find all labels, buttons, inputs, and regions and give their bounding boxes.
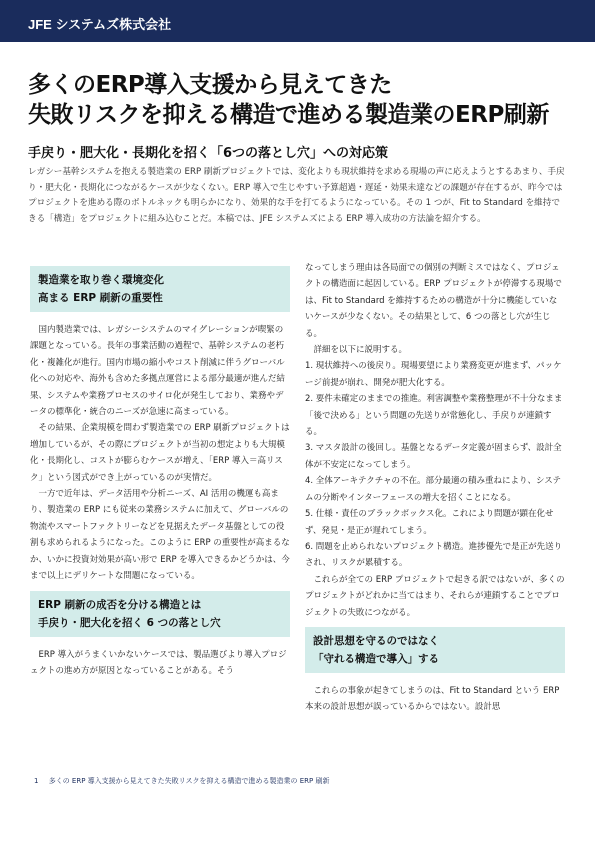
list-item: 3. マスタ設計の後回し。基盤となるデータ定義が固まらず、設計全体が不安定になってしまう。: [305, 443, 562, 470]
page-footer: [34, 776, 329, 786]
header-bar: [0, 0, 595, 42]
intro-paragraph: レガシー基幹システムを抱える製造業の ERP 刷新プロジェクトでは、変化よりも現状維持を求める現場の声に応えようとするあまり、手戻り・肥大化・長期化につながるケースが少なくない。ERP 導入で生じやすい予算超過・遅延・効果未達などの課題が存在するが、昨今ではプロジェクトを進める際のボトルネックも明らかになり、効果的な手を打てるようになっている。その 1 つが、Fit to Standard を維持できる「構造」をプロジェクトに組み込むことだ。本稿では、JFE システムズによる ERP 導入成功の方法論を紹介する。: [28, 167, 565, 224]
article-title: [28, 70, 573, 130]
footer-title: 多くの ERP 導入支援から見えてきた失敗リスクを抑える構造で進める製造業の ERP 刷新: [48, 777, 330, 785]
list-item: 6. 問題を止められないプロジェクト構造。進捗優先で是正が先送りされ、リスクが累積する。: [305, 541, 563, 569]
page-number: 1: [34, 777, 39, 785]
section-heading-line: ERP 刷新の成否を分ける構造とは: [38, 598, 202, 611]
body-paragraph: その結果、企業規模を問わず製造業での ERP 刷新プロジェクトは増加しているが、その際にプロジェクトが当初の想定よりも大規模化・長期化し、コストが膨らむケースが増え、「ERP 導入＝高リスク」という図式ができ上がっているのが実情だ。: [30, 423, 290, 483]
list-item: 4. 全体アーキテクチャの不在。部分最適の積み重ねにより、システムの分断やインターフェースの増大を招くことになる。: [305, 476, 562, 503]
section-heading: [30, 266, 290, 312]
body-paragraph: なってしまう理由は各局面での個別の判断ミスではなく、プロジェクトの構造面に起因している。ERP プロジェクトが停滞する現場では、Fit to Standard を維持するための構造が十分に機能していないケースが少なくない。その結果として、6 つの落とし穴が生じる。: [305, 263, 562, 339]
list-item: 2. 要件未確定のままでの推進。利害調整や業務整理が不十分なまま「後で決める」という問題の先送りが常態化し、手戻りが連鎖する。: [305, 394, 563, 438]
company-name: JFE システムズ株式会社: [28, 17, 172, 32]
body-paragraph: ERP 導入がうまくいかないケースでは、製品選びより導入プロジェクトの進め方が原因となっていることがある。そう: [30, 649, 287, 676]
left-column: [30, 260, 290, 679]
body-paragraph: 一方で近年は、データ活用や分析ニーズ、AI 活用の機運も高まり、製造業の ERP にも従来の業務システムに加えて、グローバルの物流やスマートファクトリーなどを見据えたデータ基盤としての役割も求められるようになった。このように ERP の重要性が高まるなか、いかに投資対効果が高い形で ERP を導入できるかどうかは、今まで以上にデリケートな問題になっている。: [30, 489, 290, 582]
right-column: [305, 260, 565, 716]
section-heading-line: 製造業を取り巻く環境変化: [38, 274, 164, 286]
section-heading: [30, 591, 290, 637]
section-heading-line: 手戻り・肥大化を招く 6 つの落とし穴: [38, 616, 221, 629]
section-heading-line: 設計思想を守るのではなく: [313, 634, 439, 647]
section-heading: [305, 627, 565, 673]
section-heading-line: 「守れる構造で導入」する: [313, 652, 439, 665]
body-paragraph: 国内製造業では、レガシーシステムのマイグレーションが喫緊の課題となっている。長年の事業活動の過程で、基幹システムの老朽化・複雑化が進行。国内市場の縮小やコスト削減に伴うグローバル化への対応や、海外も含めた多拠点運営による部分最適が進んだ結果、システムや業務プロセスのサイロ化が発生しており、業務やデータの標準化・統合のニーズが急速に高まっている。: [30, 325, 285, 418]
list-item: 5. 仕様・責任のブラックボックス化。これにより問題が顕在化せず、発見・是正が遅れてしまう。: [305, 509, 554, 536]
section-heading-line: 高まる ERP 刷新の重要性: [38, 292, 163, 304]
body-paragraph: これらが全ての ERP プロジェクトで起きる訳ではないが、多くのプロジェクトがどれかに当てはまり、それらが連鎖することでプロジェクトの失敗につながる。: [305, 574, 565, 618]
body-paragraph: これらの事象が起きてしまうのは、Fit to Standard という ERP 本来の設計思想が誤っているからではない。設計思: [305, 685, 560, 713]
body-paragraph: 詳細を以下に説明する。: [313, 345, 408, 356]
list-item: 1. 現状維持への後戻り。現場要望により業務変更が進まず、パッケージ前提が崩れ、開発が肥大化する。: [305, 361, 562, 388]
title-line-1: 多くのERP導入支援から見えてきた: [28, 72, 392, 98]
article-subtitle: 手戻り・肥大化・長期化を招く「6つの落とし穴」への対応策: [28, 146, 389, 161]
title-line-2: 失敗リスクを抑える構造で進める製造業のERP刷新: [28, 102, 549, 128]
